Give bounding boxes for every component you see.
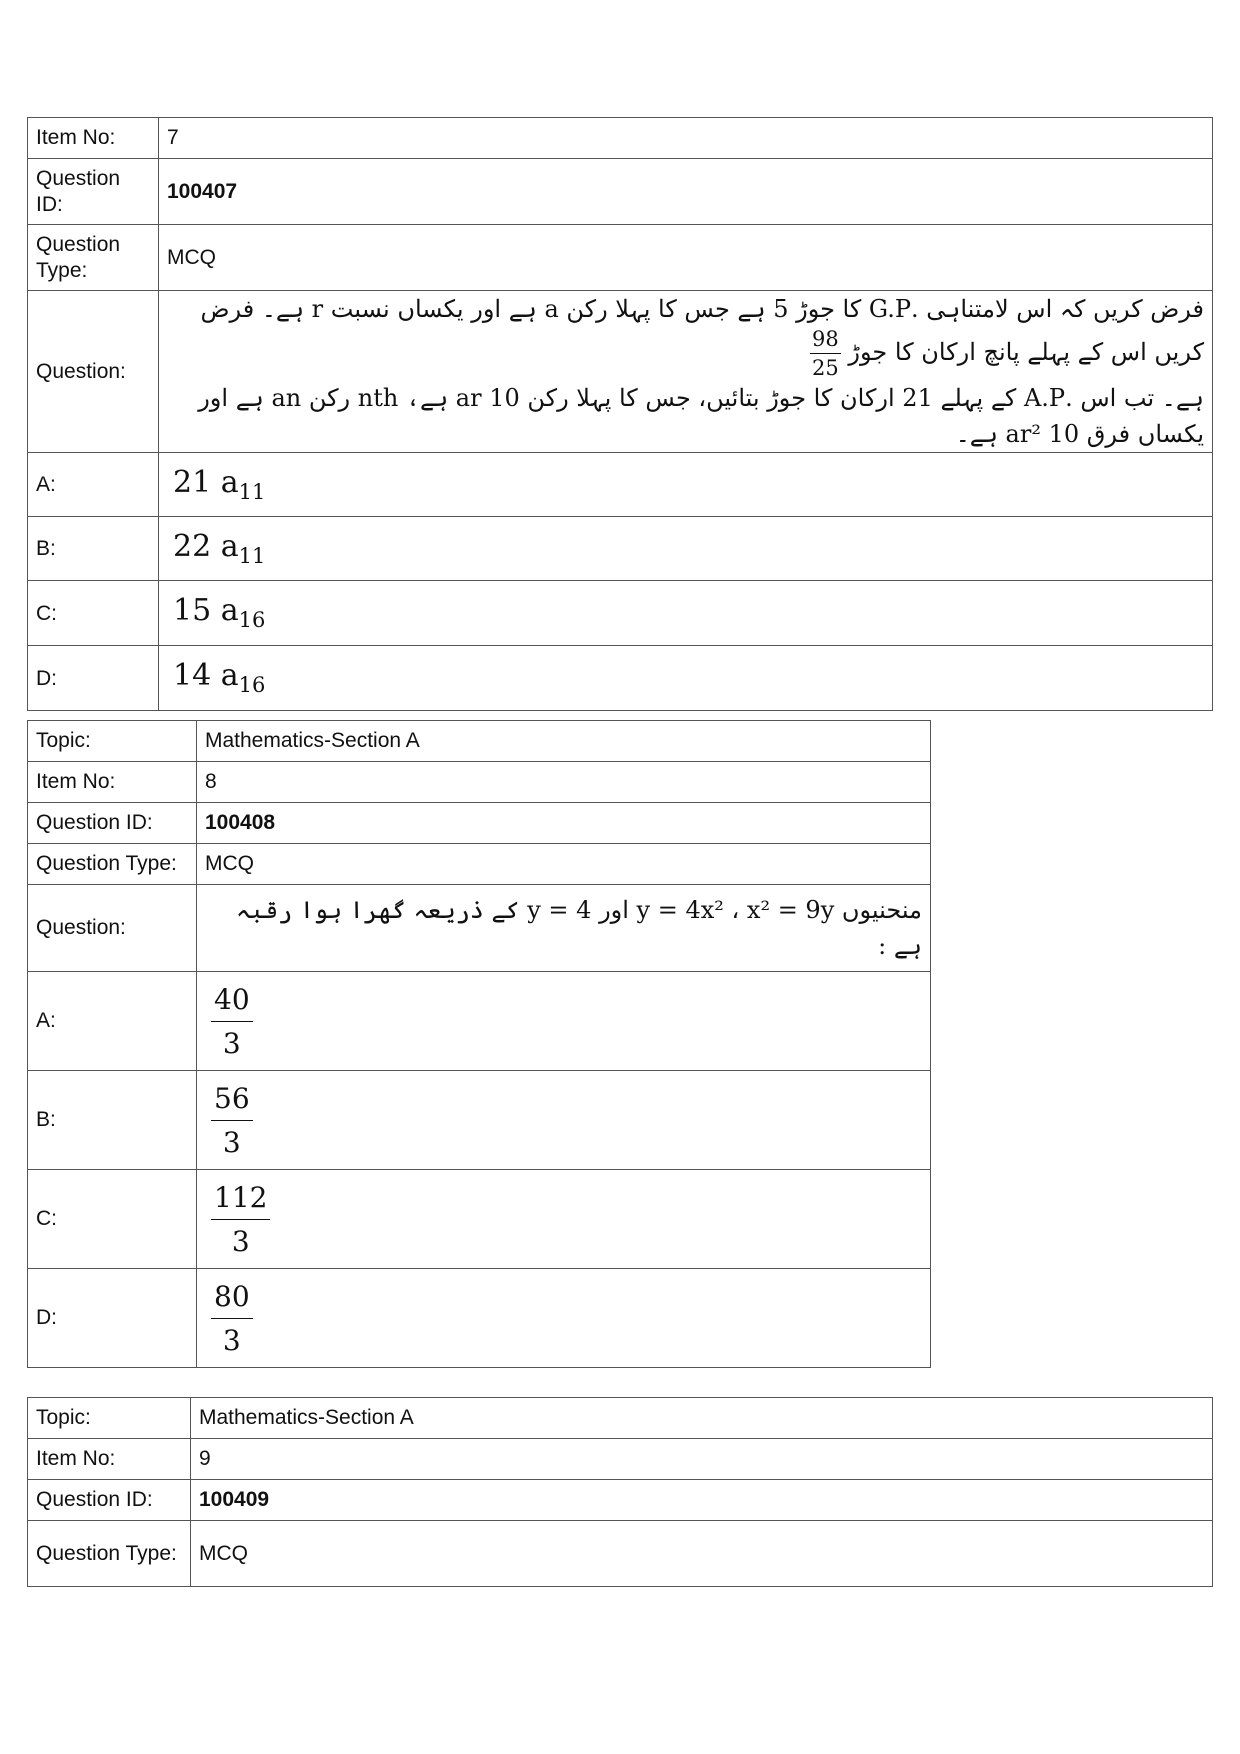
option-b-label: B: <box>28 1071 197 1170</box>
question-label: Question: <box>28 885 197 972</box>
option-b-label: B: <box>28 517 159 581</box>
question-id-value: 100407 <box>159 159 1213 225</box>
question-label: Question: <box>28 291 159 453</box>
item-no-value: 7 <box>159 118 1213 159</box>
question-type-label: Question Type: <box>28 1521 191 1587</box>
option-c-fraction: $\frac{112}{3}$ <box>205 1180 270 1259</box>
item-no-label: Item No: <box>28 118 159 159</box>
option-d-label: D: <box>28 646 159 711</box>
topic-value: Mathematics-Section A <box>197 721 931 762</box>
question-id-label: Question ID: <box>28 803 197 844</box>
option-b-value: 22 $a_{11}$ <box>159 517 1213 581</box>
option-c-value <box>197 1170 931 1269</box>
question-type-value: MCQ <box>191 1521 1213 1587</box>
item-no-label: Item No: <box>28 762 197 803</box>
option-d-value <box>197 1269 931 1368</box>
question-type-label: Question Type: <box>28 225 159 291</box>
question-line-1: فرض کریں کہ اس لامتناہی .G.P کا جوڑ 5 ہے جس کا پہلا رکن a ہے اور یکساں نسبت r ہے۔ فرض کریں اس کے پہلے پانچ ارکان کا جوڑ $\frac{98}{25}$ <box>200 295 1204 381</box>
question-line-2: ہے۔ تب اس .A.P کے پہلے 21 ارکان کا جوڑ بتائیں، جس کا پہلا رکن 10 ar ہے، nth رکن an ہے اور یکساں فرق 10 ar² ہے۔ <box>198 384 1204 449</box>
option-a-value <box>197 972 931 1071</box>
question-fraction: $\frac{98}{25}$ <box>812 327 839 381</box>
option-a-value: 21 $a_{11}$ <box>159 453 1213 517</box>
option-d-label: D: <box>28 1269 197 1368</box>
item-no-label: Item No: <box>28 1439 191 1480</box>
item-no-value: 9 <box>191 1439 1213 1480</box>
option-c-value: 15 $a_{16}$ <box>159 581 1213 646</box>
question-text <box>159 291 1213 453</box>
option-a-fraction: $\frac{40}{3}$ <box>205 982 253 1061</box>
question-type-value: MCQ <box>197 844 931 885</box>
topic-label: Topic: <box>28 721 197 762</box>
question-table-7 <box>27 117 1213 711</box>
question-table-9 <box>27 1397 1213 1587</box>
question-table-8 <box>27 720 931 1368</box>
option-d-value: 14 $a_{16}$ <box>159 646 1213 711</box>
question-id-value: 100408 <box>197 803 931 844</box>
question-id-label: Question ID: <box>28 1480 191 1521</box>
option-a-label: A: <box>28 453 159 517</box>
option-d-fraction: $\frac{80}{3}$ <box>205 1279 253 1358</box>
item-no-value: 8 <box>197 762 931 803</box>
topic-value: Mathematics-Section A <box>191 1398 1213 1439</box>
option-c-label: C: <box>28 1170 197 1269</box>
question-text: منحنیوں y = 4x² ، x² = 9y اور y = 4 کے ذریعہ گھرا ہوا رقبہ ہے : <box>197 885 931 972</box>
option-b-fraction: $\frac{56}{3}$ <box>205 1081 253 1160</box>
question-type-label: Question Type: <box>28 844 197 885</box>
option-a-label: A: <box>28 972 197 1071</box>
question-id-label: Question ID: <box>28 159 159 225</box>
question-type-value: MCQ <box>159 225 1213 291</box>
question-id-value: 100409 <box>191 1480 1213 1521</box>
option-c-label: C: <box>28 581 159 646</box>
topic-label: Topic: <box>28 1398 191 1439</box>
option-b-value <box>197 1071 931 1170</box>
